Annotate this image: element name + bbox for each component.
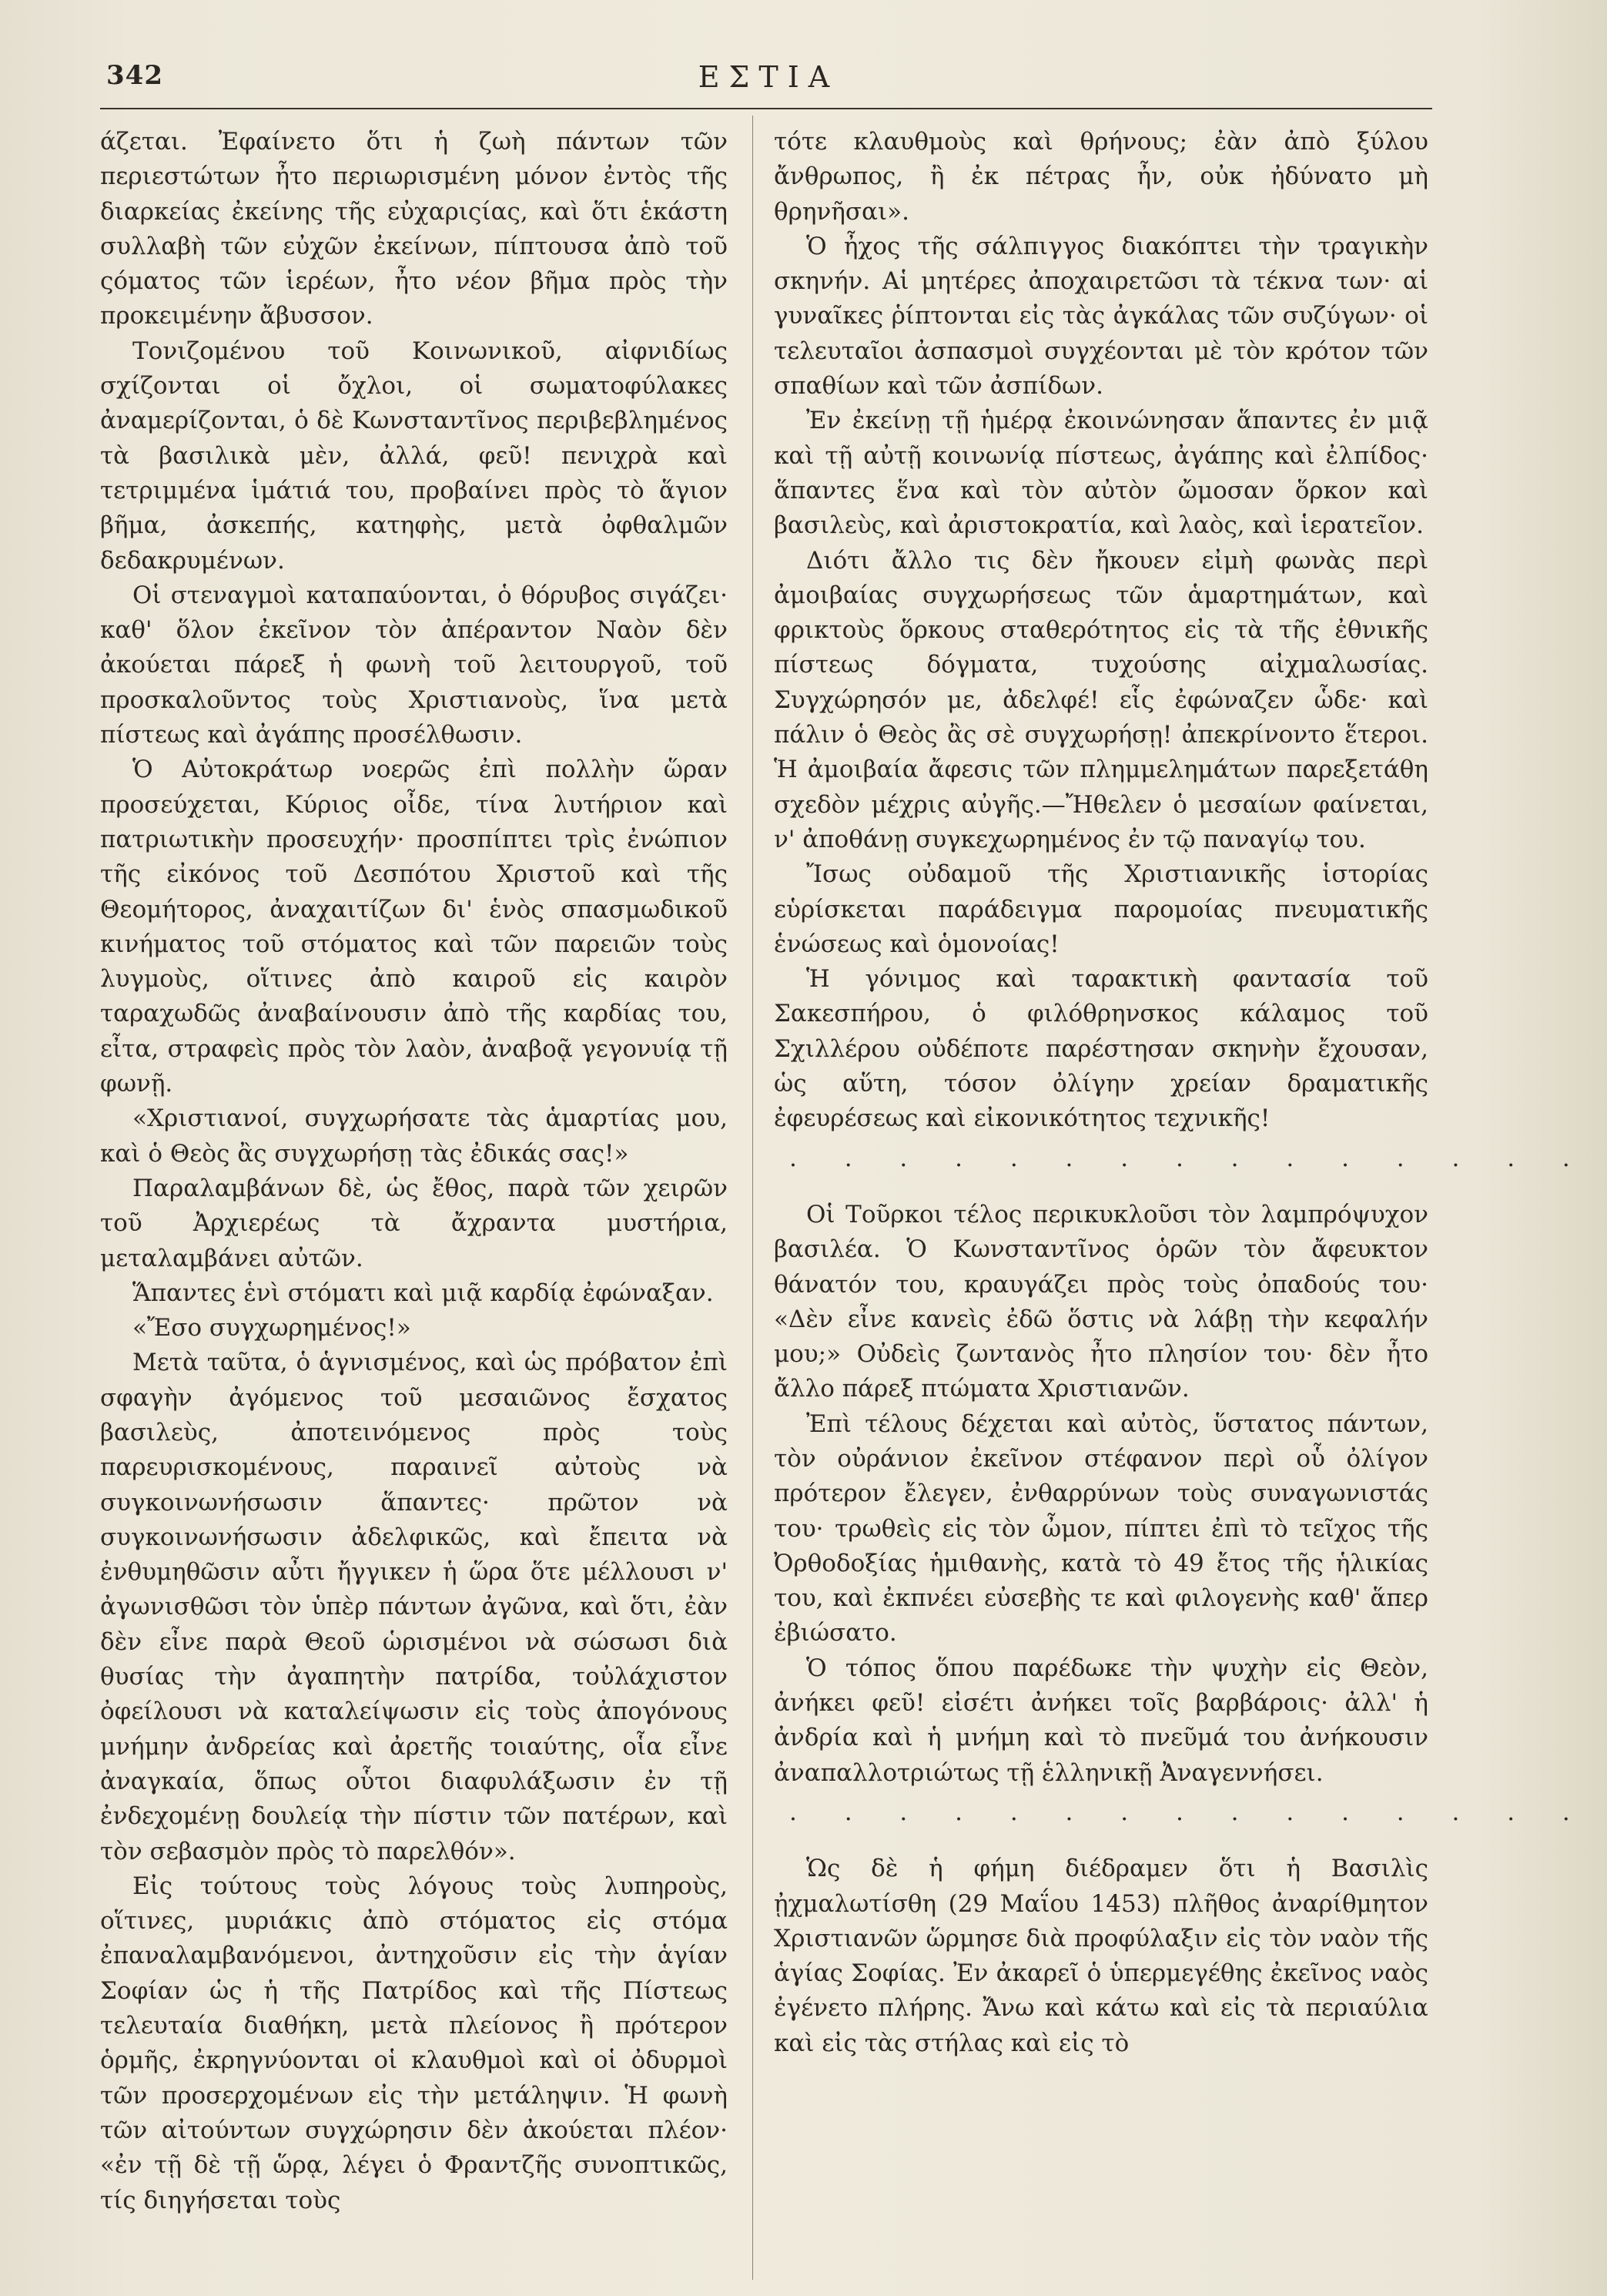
paragraph: Μετὰ ταῦτα, ὁ ἁγνισμένος, καὶ ὡς πρόβατον ἐπὶ σφαγὴν ἀγόμενος τοῦ μεσαιῶνος ἔσχατος βασιλεὺς, ἀποτεινόμενος πρὸς τοὺς παρευρισκομένους, παραινεῖ αὐτοὺς νὰ συγκοινωνήσωσιν ἅπαντες· πρῶτον νὰ συγκοινωνήσωσιν ἀδελφικῶς, καὶ ἔπειτα νὰ ἐνθυμηθῶσιν αὖτι ἤγγικεν ἡ ὥρα ὅτε μέλλουσι ν' ἀγωνισθῶσι τὸν ὑπὲρ πάντων ἀγῶνα, καὶ ὅτι, ἐὰν δὲν εἶνε παρὰ Θεοῦ ὡρισμένοι νὰ σώσωσι διὰ θυσίας τὴν ἀγαπητὴν πατρίδα, τοὐλάχιστον ὀφείλουσι νὰ καταλείψωσιν εἰς τοὺς ἀπογόνους μνήμην ἀνδρείας καὶ ἀρετῆς τοιαύτης, οἷα εἶνε ἀναγκαία, ὅπως οὗτοι διαφυλάξωσιν ἐν τῇ ἐνδεχομένῃ δουλείᾳ τὴν πίστιν τῶν πατέρων, καὶ τὸν σεβασμὸν πρὸς τὸ παρελθόν». [100, 1349, 728, 1865]
paragraph: Ὁ Αὐτοκράτωρ νοερῶς ἐπὶ πολλὴν ὥραν προσεύχεται, Κύριος οἶδε, τίνα λυτήριον καὶ πατριωτικὴν προσευχήν· προσπίπτει τρὶς ἐνώπιον τῆς εἰκόνος τοῦ Δεσπότου Χριστοῦ καὶ τῆς Θεομήτορος, ἀναχαιτίζων δι' ἑνὸς σπασμωδικοῦ κινήματος τοῦ στόματος καὶ τῶν παρειῶν τοὺς λυγμοὺς, οἵτινες ἀπὸ καιροῦ εἰς καιρὸν ταραχωδῶς ἀναβαίνουσιν ἀπὸ τῆς καρδίας του, εἶτα, στραφεὶς πρὸς τὸν λαὸν, ἀναβοᾷ γεγονυίᾳ τῇ φωνῇ. [100, 756, 728, 1098]
paragraph: Παραλαμβάνων δὲ, ὡς ἔθος, παρὰ τῶν χειρῶν τοῦ Ἀρχιερέως τὰ ἄχραντα μυστήρια, μεταλαμβάνει αὐτῶν. [100, 1174, 728, 1272]
paragraph: τότε κλαυθμοὺς καὶ θρήνους; ἐὰν ἀπὸ ξύλου ἄνθρωπος, ἢ ἐκ πέτρας ἦν, οὐκ ἠδύνατο μὴ θρηνῆσαι». [774, 128, 1428, 226]
paragraph: Ἡ γόνιμος καὶ ταρακτικὴ φαντασία τοῦ Σακεσπήρου, ὁ φιλόθρηνσκος κάλαμος τοῦ Σχιλλέρου οὐδέποτε παρέστησαν σκηνὴν ἔχουσαν, ὡς αὕτη, τόσον ὀλίγην χρείαν δραματικῆς ἐφευρέσεως καὶ εἰκονικότητος τεχνικῆς! [774, 965, 1428, 1133]
paragraph: Ἐν ἐκείνῃ τῇ ἡμέρᾳ ἐκοινώνησαν ἅπαντες ἐν μιᾷ καὶ τῇ αὐτῇ κοινωνίᾳ πίστεως, ἀγάπης καὶ ἐλπίδος· ἅπαντες ἕνα καὶ τὸν αὐτὸν ὤμοσαν ὅρκον καὶ βασιλεὺς, καὶ ἀριστοκρατία, καὶ λαὸς, καὶ ἱερατεῖον. [774, 407, 1428, 540]
ellipsis-divider: . . . . . . . . . . . . . . . [789, 1798, 1590, 1826]
left-column [100, 125, 728, 2281]
paragraph: Οἱ Τοῦρκοι τέλος περικυκλοῦσι τὸν λαμπρόψυχον βασιλέα. Ὁ Κωνσταντῖνος ὁρῶν τὸν ἄφευκτον θάνατόν του, κραυγάζει πρὸς τοὺς ὀπαδούς του· «Δὲν εἶνε κανεὶς ἐδῶ ὅστις νὰ λάβῃ τὴν κεφαλήν μου;» Οὐδεὶς ζωντανὸς ἦτο πλησίον του· δὲν ἦτο ἄλλο πάρεξ πτώματα Χριστιανῶν. [774, 1200, 1428, 1403]
paragraph: άζεται. Ἐφαίνετο ὅτι ἡ ζωὴ πάντων τῶν περιεστώτων ἦτο περιωρισμένη μόνον ἐντὸς τῆς διαρκείας ἐκείνης τῆς εὐχαριςίας, καὶ ὅτι ἑκάστη συλλαβὴ τῶν εὐχῶν ἐκείνων, πίπτουσα ἀπὸ τοῦ ςόματος τῶν ἱερέων, ἦτο νέον βῆμα πρὸς τὴν προκειμένην ἄβυσσον. [100, 128, 728, 330]
paragraph: Ἐπὶ τέλους δέχεται καὶ αὐτὸς, ὕστατος πάντων, τὸν οὐράνιον ἐκεῖνον στέφανον περὶ οὗ ὀλίγον πρότερον ἔλεγεν, ἐνθαρρύνων τοὺς συναγωνιστάς του· τρωθεὶς εἰς τὸν ὦμον, πίπτει ἐπὶ τὸ τεῖχος τῆς Ὀρθοδοξίας ἡμιθανὴς, κατὰ τὸ 49 ἔτος τῆς ἡλικίας του, καὶ ἐκπνέει εὐσεβὴς τε καὶ φιλογενὴς καθ' ἅπερ ἐβιώσατο. [774, 1409, 1428, 1647]
paragraph: Εἰς τούτους τοὺς λόγους τοὺς λυπηροὺς, οἵτινες, μυριάκις ἀπὸ στόματος εἰς στόμα ἐπαναλαμβανόμενοι, ἀντηχοῦσιν εἰς τὴν ἁγίαν Σοφίαν ὡς ἡ τῆς Πατρίδος καὶ τῆς Πίστεως τελευταία διαθήκη, μετὰ πλείονος ἢ πρότερον ὁρμῆς, ἐκρηγνύονται οἱ κλαυθμοὶ καὶ οἱ ὀδυρμοὶ τῶν προσερχομένων εἰς τὴν μετάληψιν. Ἡ φωνὴ τῶν αἰτούντων συγχώρησιν δὲν ἀκούεται πλέον· «ἐν τῇ δὲ τῇ ὥρᾳ, λέγει ὁ Φραντζῆς συνοπτικῶς, τίς διηγήσεται τοὺς [100, 1872, 728, 2214]
paragraph: Ὁ τόπος ὅπου παρέδωκε τὴν ψυχὴν εἰς Θεὸν, ἀνήκει φεῦ! εἰσέτι ἀνήκει τοῖς βαρβάροις· ἀλλ' ἡ ἀνδρία καὶ ἡ μνήμη καὶ τὸ πνεῦμά του ἀνήκουσιν ἀναπαλλοτριώτως τῇ ἑλληνικῇ Ἀναγεννήσει. [774, 1654, 1428, 1787]
quote: «Ἔσο συγχωρημένος!» [132, 1314, 411, 1342]
quote: «Χριστιανοί, συγχωρήσατε τὰς ἁμαρτίας μου, καὶ ὁ Θεὸς ἂς συγχωρήσῃ τὰς ἐδικάς σας!» [100, 1104, 728, 1168]
paragraph: Ἴσως οὐδαμοῦ τῆς Χριστιανικῆς ἱστορίας εὑρίσκεται παράδειγμα παρομοίας πνευματικῆς ἑνώσεως καὶ ὁμονοίας! [774, 860, 1428, 958]
paragraph: Ὁ ἦχος τῆς σάλπιγγος διακόπτει τὴν τραγικὴν σκηνήν. Αἱ μητέρες ἀποχαιρετῶσι τὰ τέκνα των· αἱ γυναῖκες ῥίπτονται εἰς τὰς ἀγκάλας τῶν συζύγων· οἱ τελευταῖοι ἀσπασμοὶ συγχέονται μὲ τὸν κρότον τῶν σπαθίων καὶ τῶν ἀσπίδων. [774, 232, 1428, 401]
paragraph: Τονιζομένου τοῦ Κοινωνικοῦ, αἰφνιδίως σχίζονται οἱ ὄχλοι, οἱ σωματοφύλακες ἀναμερίζονται, ὁ δὲ Κωνσταντῖνος περιβεβλημένος τὰ βασιλικὰ μὲν, ἀλλά, φεῦ! πενιχρὰ καὶ τετριμμένα ἱμάτιά του, προβαίνει πρὸς τὸ ἅγιον βῆμα, ἀσκεπής, κατηφὴς, μετὰ ὀφθαλμῶν δεδακρυμένων. [100, 337, 728, 575]
header-rule [100, 108, 1432, 109]
running-title: ΕΣΤΙΑ [698, 60, 839, 94]
column-separator [752, 116, 753, 2280]
paragraph: Οἱ στεναγμοὶ καταπαύονται, ὁ θόρυβος σιγάζει· καθ' ὅλον ἐκεῖνον τὸν ἀπέραντον Ναὸν δὲν ἀκούεται πάρεξ ἡ φωνὴ τοῦ λειτουργοῦ, τοῦ προσκαλοῦντος τοὺς Χριστιανοὺς, ἵνα μετὰ πίστεως καὶ ἀγάπης προσέλθωσιν. [100, 581, 728, 749]
page-header [106, 60, 1431, 99]
page-number: 342 [106, 60, 163, 91]
paragraph: Διότι ἄλλο τις δὲν ἤκουεν εἰμὴ φωνὰς περὶ ἀμοιβαίας συγχωρήσεως τῶν ἁμαρτημάτων, καὶ φρικτοὺς ὅρκους σταθερότητος εἰς τὰ τῆς ἐθνικῆς πίστεως δόγματα, τυχούσης αἰχμαλωσίας. Συγχώρησόν με, ἀδελφέ! εἷς ἐφώναζεν ὧδε· καὶ πάλιν ὁ Θεὸς ἂς σὲ συγχωρήσῃ! ἀπεκρίνοντο ἕτεροι. Ἡ ἀμοιβαία ἄφεσις τῶν πλημμελημάτων παρεξετάθη σχεδὸν μέχρις αὐγῆς.—Ἤθελεν ὁ μεσαίων φαίνεται, ν' ἀποθάνῃ συγκεχωρημένος ἐν τῷ παναγίῳ του. [774, 546, 1428, 853]
paragraph: Ὡς δὲ ἡ φήμη διέδραμεν ὅτι ἡ Βασιλὶς ᾐχμαλωτίσθη (29 Μαΐου 1453) πλῆθος ἀναρίθμητον Χριστιανῶν ὥρμησε διὰ προφύλαξιν εἰς τὸν ναὸν τῆς ἁγίας Σοφίας. Ἐν ἀκαρεῖ ὁ ὑπερμεγέθης ἐκεῖνος ναὸς ἐγένετο πλήρης. Ἄνω καὶ κάτω καὶ εἰς τὰ περιαύλια καὶ εἰς τὰς στήλας καὶ εἰς τὸ [774, 1855, 1428, 2057]
ellipsis-divider: . . . . . . . . . . . . . . . [789, 1144, 1590, 1172]
right-column [774, 125, 1590, 2281]
paragraph: Ἅπαντες ἑνὶ στόματι καὶ μιᾷ καρδίᾳ ἐφώναξαν. [132, 1279, 714, 1307]
